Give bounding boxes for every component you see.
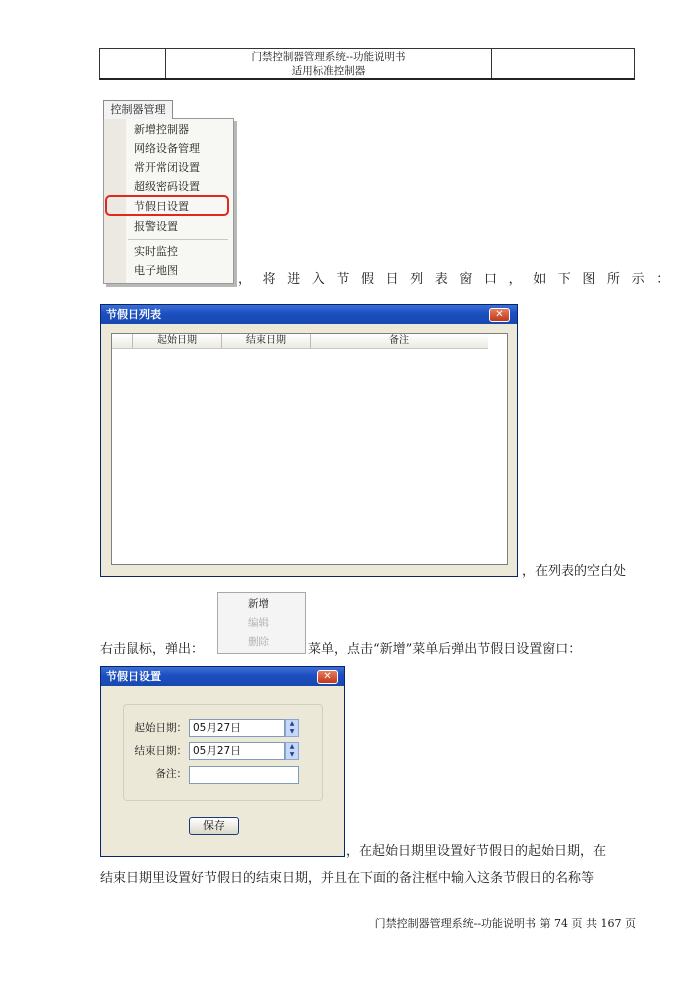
holiday-settings-title: 节假日设置 xyxy=(106,670,161,683)
end-date-stepper[interactable] xyxy=(285,742,299,760)
header-right-cell xyxy=(492,49,635,78)
menu-item-super-password[interactable]: 超级密码设置 xyxy=(134,180,200,193)
context-item-add[interactable]: 新增 xyxy=(248,598,269,610)
start-date-stepper[interactable] xyxy=(285,719,299,737)
holiday-list-titlebar xyxy=(101,305,517,324)
paragraph-2-start: ，在列表的空白处 xyxy=(522,564,627,579)
holiday-settings-highlight xyxy=(105,195,229,216)
page-footer: 门禁控制器管理系统--功能说明书 第 74 页 共 167 页 xyxy=(374,917,636,930)
stepper-down-icon[interactable]: ▼ xyxy=(289,728,295,735)
start-date-label: 起始日期： xyxy=(134,722,187,734)
paragraph-2-suffix: 菜单，点击“新增”菜单后弹出节假日设置窗口： xyxy=(308,642,582,657)
holiday-list-title: 节假日列表 xyxy=(106,308,161,321)
header-title: 门禁控制器管理系统--功能说明书 xyxy=(251,51,406,63)
paragraph-3-line2: 结束日期里设置好节假日的结束日期，并且在下面的备注框中输入这条节假日的名称等 xyxy=(100,871,595,886)
menu-separator xyxy=(128,239,228,240)
controller-menu-title[interactable]: 控制器管理 xyxy=(103,100,173,119)
menu-item-realtime-monitor[interactable]: 实时监控 xyxy=(134,245,178,258)
save-button[interactable]: 保存 xyxy=(189,817,239,835)
column-note[interactable]: 备注 xyxy=(389,335,409,346)
context-item-delete: 删除 xyxy=(248,636,269,648)
menu-item-holiday-settings[interactable]: 节假日设置 xyxy=(134,200,189,213)
holiday-list-header xyxy=(112,334,488,349)
context-menu xyxy=(217,592,306,654)
stepper-up-icon[interactable]: ▲ xyxy=(289,743,295,750)
column-end-date[interactable]: 结束日期 xyxy=(246,335,286,346)
end-date-field[interactable]: 05月27日 xyxy=(189,742,285,760)
holiday-list-window xyxy=(100,304,518,577)
page-header xyxy=(99,48,635,80)
stepper-down-icon[interactable]: ▼ xyxy=(289,751,295,758)
menu-item-alarm-settings[interactable]: 报警设置 xyxy=(134,220,178,233)
holiday-list-table[interactable] xyxy=(111,333,508,565)
menu-item-add-controller[interactable]: 新增控制器 xyxy=(134,123,189,136)
stepper-up-icon[interactable]: ▲ xyxy=(289,720,295,727)
paragraph-2-prefix: 右击鼠标，弹出： xyxy=(100,642,205,657)
note-label: 备注： xyxy=(155,768,187,780)
menu-item-network-devices[interactable]: 网络设备管理 xyxy=(134,142,200,155)
menu-item-normally-open-close[interactable]: 常开常闭设置 xyxy=(134,161,200,174)
holiday-settings-titlebar xyxy=(101,667,344,686)
paragraph-1: ，将进入节假日列表窗口，如下图所示： xyxy=(238,272,681,287)
header-subtitle: 适用标准控制器 xyxy=(291,65,366,77)
note-field[interactable] xyxy=(189,766,299,784)
header-title-cell xyxy=(166,49,492,78)
close-icon[interactable]: ✕ xyxy=(317,670,338,684)
header-left-cell xyxy=(100,49,166,78)
column-start-date[interactable]: 起始日期 xyxy=(157,335,197,346)
context-item-edit: 编辑 xyxy=(248,617,269,629)
paragraph-3-start: ，在起始日期里设置好节假日的起始日期，在 xyxy=(346,844,607,859)
start-date-field[interactable]: 05月27日 xyxy=(189,719,285,737)
holiday-settings-window xyxy=(100,666,345,857)
menu-item-e-map[interactable]: 电子地图 xyxy=(134,264,178,277)
close-icon[interactable]: ✕ xyxy=(489,308,510,322)
end-date-label: 结束日期： xyxy=(134,745,187,757)
